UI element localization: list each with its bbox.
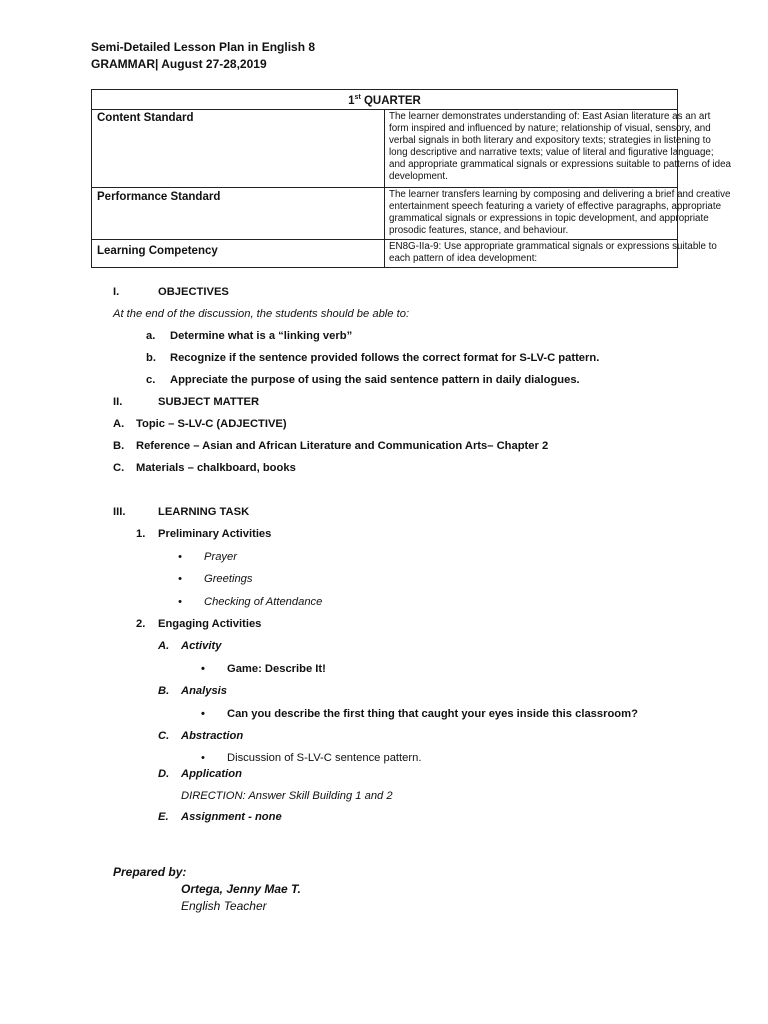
analysis-marker: B.: [158, 685, 170, 697]
application-marker: D.: [158, 768, 170, 780]
objective-marker: a.: [146, 330, 156, 342]
activity-label: Activity: [181, 640, 222, 652]
preparer-name: Ortega, Jenny Mae T.: [181, 882, 301, 896]
preliminary-heading: Preliminary Activities: [158, 528, 272, 540]
performance-line: The learner transfers learning by composing and delivering a brief and creative: [389, 188, 731, 200]
activity-bullet: • Game: Describe It!: [227, 663, 326, 675]
content-line: The learner demonstrates understanding of: East Asian literature as an art: [389, 110, 711, 122]
competency-line: EN8G-IIa-9: Use appropriate grammatical signals or expressions suitable to: [389, 240, 717, 252]
preliminary-item: • Prayer: [204, 551, 237, 563]
assignment-marker: E.: [158, 811, 169, 823]
performance-standard-label: Performance Standard: [92, 187, 385, 239]
application-label: Application: [181, 768, 242, 780]
objective-text: Appreciate the purpose of using the said sentence pattern in daily dialogues.: [170, 374, 580, 386]
performance-line: prosodic features, stance, and behaviour.: [389, 224, 569, 236]
content-standard-label: Content Standard: [92, 109, 385, 187]
objectives-intro: At the end of the discussion, the students should be able to:: [113, 308, 410, 320]
preliminary-marker: 1.: [136, 528, 146, 540]
learning-task-heading: LEARNING TASK: [158, 506, 250, 518]
prepared-by-label: Prepared by:: [113, 865, 187, 879]
subject-marker: A.: [113, 418, 125, 430]
subject-topic: Topic – S-LV-C (ADJECTIVE): [136, 418, 287, 430]
engaging-marker: 2.: [136, 618, 146, 630]
competency-line: each pattern of idea development:: [389, 252, 538, 264]
assignment-label: Assignment - none: [181, 811, 282, 823]
application-direction: DIRECTION: Answer Skill Building 1 and 2: [181, 790, 393, 802]
abstraction-bullet: • Discussion of S-LV-C sentence pattern.: [227, 752, 421, 764]
preliminary-item: • Checking of Attendance: [204, 596, 322, 608]
learning-competency-label: Learning Competency: [92, 239, 385, 267]
document-title: Semi-Detailed Lesson Plan in English 8: [91, 40, 316, 54]
table-row: [92, 187, 678, 239]
objectives-numeral: I.: [113, 286, 120, 298]
performance-line: entertainment speech featuring a variety of effective paragraphs, appropriate: [389, 200, 722, 212]
content-line: and appropriate grammatical signals or expressions suitable to patterns of idea: [389, 158, 731, 170]
content-line: form inspired and influenced by nature; relationship of visual, sensory, and: [389, 122, 711, 134]
activity-marker: A.: [158, 640, 170, 652]
learning-competency-text: [385, 239, 717, 267]
quarter-header: [92, 90, 678, 110]
analysis-bullet: • Can you describe the first thing that caught your eyes inside this classroom?: [227, 708, 638, 720]
analysis-label: Analysis: [181, 685, 228, 697]
subject-reference: Reference – Asian and African Literature and Communication Arts– Chapter 2: [136, 440, 549, 452]
subject-marker: C.: [113, 462, 125, 474]
objectives-heading: OBJECTIVES: [158, 286, 229, 298]
content-line: development.: [389, 170, 448, 182]
table-row: [92, 239, 678, 267]
abstraction-marker: C.: [158, 730, 170, 742]
quarter-superscript: st: [354, 94, 361, 101]
subject-materials: Materials – chalkboard, books: [136, 462, 296, 474]
subject-matter-heading: SUBJECT MATTER: [158, 396, 260, 408]
subject-matter-numeral: II.: [113, 396, 123, 408]
objective-text: Determine what is a “linking verb”: [170, 330, 353, 342]
abstraction-label: Abstraction: [181, 730, 244, 742]
table-row: [92, 109, 678, 187]
standards-table: [91, 89, 731, 268]
content-line: long descriptive and narrative texts; value of literal and figurative language;: [389, 146, 714, 158]
performance-line: grammatical signals or expressions in topic development, and appropriate: [389, 212, 709, 224]
subject-marker: B.: [113, 440, 125, 452]
learning-task-numeral: III.: [113, 506, 126, 518]
content-line: verbal signals in both literary and expository texts; strategies in listening to: [389, 134, 711, 146]
performance-standard-text: [385, 187, 731, 239]
objective-marker: b.: [146, 352, 156, 364]
preliminary-item: • Greetings: [204, 573, 253, 585]
document-subtitle: GRAMMAR| August 27-28,2019: [91, 57, 267, 71]
objective-marker: c.: [146, 374, 156, 386]
quarter-label: QUARTER: [360, 94, 421, 107]
engaging-heading: Engaging Activities: [158, 618, 262, 630]
objective-text: Recognize if the sentence provided follows the correct format for S-LV-C pattern.: [170, 352, 600, 364]
preparer-role: English Teacher: [181, 899, 267, 913]
content-standard-text: [385, 109, 731, 187]
quarter-number: 1: [348, 94, 355, 107]
